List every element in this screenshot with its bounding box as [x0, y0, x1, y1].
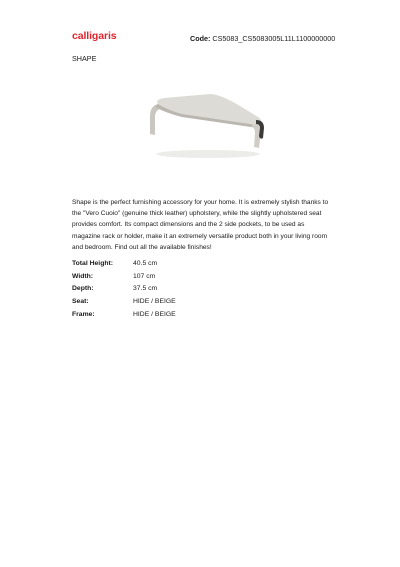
spec-value: HIDE / BEIGE	[133, 310, 176, 318]
spec-value: 107 cm	[133, 272, 156, 280]
code-label: Code:	[190, 34, 211, 43]
spec-row-height	[72, 257, 176, 270]
spec-value: 37.5 cm	[133, 285, 158, 293]
spec-label: Frame:	[72, 310, 95, 318]
spec-row-seat	[72, 295, 176, 308]
spec-label: Seat:	[72, 297, 89, 305]
bench-shadow	[156, 150, 260, 158]
spec-label: Width:	[72, 272, 94, 280]
brand-logo: calligaris	[72, 30, 117, 42]
spec-list	[72, 257, 176, 320]
spec-label: Total Height:	[72, 259, 114, 267]
product-code	[190, 34, 335, 43]
code-value: CS5083_CS5083005L11L1100000000	[212, 34, 336, 43]
spec-value: HIDE / BEIGE	[133, 297, 176, 305]
spec-row-depth	[72, 282, 176, 295]
spec-label: Depth:	[72, 285, 94, 293]
product-name: SHAPE	[72, 54, 97, 63]
spec-row-width	[72, 270, 176, 283]
spec-row-frame	[72, 308, 176, 321]
product-description: Shape is the perfect furnishing accessory for your home. It is extremely stylish thanks to the "Vero Cuoio" (genuine thick leather) upholstery, while the slightly upholstered seat provides comfort. Its compact dimensions and the 2 side pockets, to be used as magazine rack or holder, make it an extremely versatile product both in your living room and bedroom. Find out all the available finishes!	[72, 199, 329, 251]
spec-value: 40.5 cm	[133, 259, 158, 267]
product-image	[140, 90, 270, 162]
bench-illustration	[140, 90, 270, 162]
